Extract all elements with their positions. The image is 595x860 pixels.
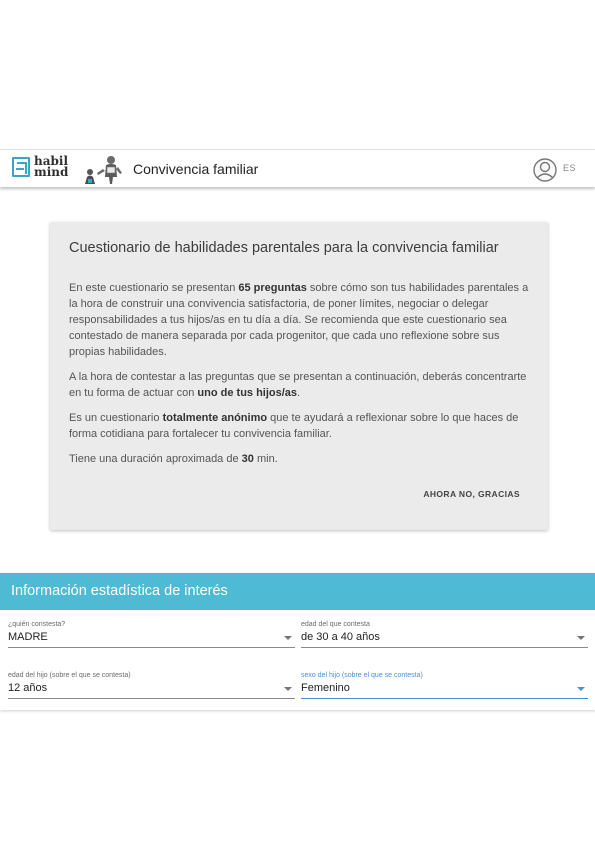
dropdown-arrow-icon[interactable]: [284, 636, 292, 640]
intro-paragraph-2: A la hora de contestar a las preguntas que se presentan a continuación, deberás concentrarte en tu forma de actuar con uno de tus hijos/as.: [69, 371, 527, 399]
child-age-select[interactable]: [8, 672, 295, 699]
intro-card: [50, 222, 548, 530]
language-selector[interactable]: ES: [563, 163, 577, 173]
intro-title: Cuestionario de habilidades parentales para la convivencia familiar: [69, 240, 499, 256]
who-answers-label: ¿quién constesta?: [8, 621, 66, 628]
child-sex-select[interactable]: [301, 672, 588, 699]
child-age-value: 12 años: [8, 682, 48, 694]
stats-section-title: Información estadística de interés: [0, 573, 595, 610]
logo-mark-icon: [12, 157, 30, 177]
logo-line-2: mind: [34, 165, 69, 179]
top-app-bar: [0, 149, 595, 187]
intro-paragraph-3: Es un cuestionario totalmente anónimo que te ayudará a reflexionar sobre lo que haces de forma cotidiana para fortalecer tu convivencia familiar.: [69, 412, 519, 440]
intro-paragraph-1: En este cuestionario se presentan 65 preguntas sobre cómo son tus habilidades parentales a la hora de construir una convivencia satisfactoria, de poner límites, negociar o delegar responsabilidades a tus hijos/as en tu día a día. Se recomienda que este cuestionario sea contestado de manera separada por cada progenitor, que cada uno reflexione sobre sus propias habilidades.: [69, 282, 529, 358]
habilmind-logo[interactable]: [12, 156, 68, 178]
child-sex-value: Femenino: [301, 682, 350, 694]
family-figures-icon: [82, 153, 130, 185]
child-sex-label: sexo del hijo (sobre el que se contesta): [301, 672, 423, 679]
intro-paragraph-4: Tiene una duración aproximada de 30 min.: [69, 453, 278, 465]
dismiss-button[interactable]: AHORA NO, GRACIAS: [423, 489, 520, 499]
child-age-label: edad del hijo (sobre el que se contesta): [8, 672, 131, 679]
app-title: Convivencia familiar: [133, 161, 259, 177]
dropdown-arrow-icon[interactable]: [577, 687, 585, 691]
stats-section: [0, 573, 595, 710]
respondent-age-value: de 30 a 40 años: [301, 631, 380, 643]
who-answers-value: MADRE: [8, 631, 48, 643]
logo-line-1: habil: [34, 154, 69, 168]
respondent-age-select[interactable]: [301, 621, 588, 648]
dropdown-arrow-icon[interactable]: [284, 687, 292, 691]
user-avatar-icon[interactable]: [532, 158, 558, 182]
respondent-age-label: edad del que contesta: [301, 621, 370, 628]
dropdown-arrow-icon[interactable]: [577, 636, 585, 640]
who-answers-select[interactable]: [8, 621, 295, 648]
